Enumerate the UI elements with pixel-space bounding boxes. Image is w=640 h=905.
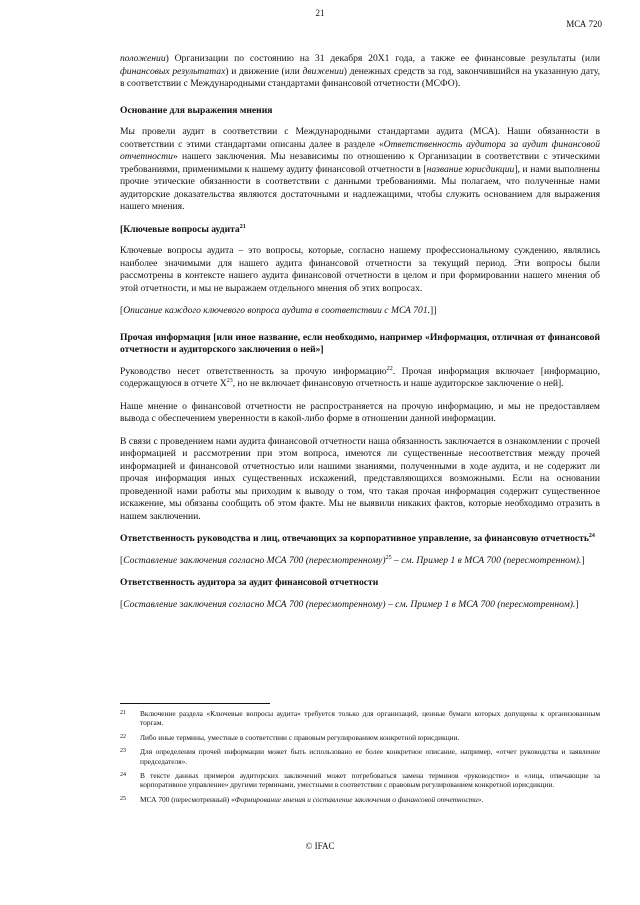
footnote-item bbox=[120, 747, 600, 766]
footnote-ref-23: 23 bbox=[226, 377, 233, 384]
footnote-text: В тексте данных примеров аудиторских заключений может потребоваться замена терминов «руководство» и «лица, отвечающие за корпоративное управление» другими терминами, уместными в соответствии с правовым регулированием конкретной юрисдикции. bbox=[140, 771, 600, 790]
other-info-heading: Прочая информация [или иное название, если необходимо, например «Информация, отличная от финансовой отчетности и аудиторского заключения о ней»] bbox=[120, 331, 600, 355]
footnote-text: Включение раздела «Ключевые вопросы аудита» требуется только для организаций, ценные бумаги которых допущены к организованным торгам. bbox=[140, 709, 600, 728]
basis-text-2: » нашего заключения. Мы независимы по отношению к Организации в соответствии с этическими требованиями, применимыми к нашему аудиту финансовой отчетности в [ bbox=[120, 151, 600, 175]
kam-paragraph: Ключевые вопросы аудита – это вопросы, которые, согласно нашему профессиональному суждению, являлись наиболее значимыми для нашего аудита финансовой отчетности за текущий период. Эти вопросы были рассмотрены в контексте нашего аудита финансовой отчетности в целом и при формировании нашего мнения об этой отчетности, и мы не выражаем отдельного мнения об этих вопросах. bbox=[120, 245, 600, 294]
footnote-item bbox=[120, 795, 600, 804]
mgmt-heading-text: Ответственность руководства и лиц, отвечающих за корпоративное управление, за финансовую отчетность bbox=[120, 533, 589, 544]
intro-text-1: ) Организации по состоянию на 31 декабря 20Х1 года, а также ее финансовые результаты (или bbox=[165, 53, 600, 64]
other-info-paragraph-2: Наше мнение о финансовой отчетности не распространяется на прочую информацию, и мы не предоставляем вывода с обеспечением уверенности в какой-либо форме в отношении данной информации. bbox=[120, 400, 600, 424]
auditor-responsibility-text bbox=[120, 599, 600, 612]
footnote-item bbox=[120, 771, 600, 790]
footnote-divider bbox=[120, 703, 270, 704]
footnote-ref-25: 25 bbox=[385, 554, 392, 561]
fn25-text-1: МСА 700 (пересмотренный) « bbox=[140, 794, 235, 804]
footnote-item bbox=[120, 733, 600, 742]
intro-text-2: ) и движение (или bbox=[225, 65, 303, 77]
intro-italic-2: финансовых результатах bbox=[120, 65, 226, 77]
mgmt-open: [ bbox=[120, 554, 124, 566]
copyright-footer: © IFAC bbox=[305, 841, 335, 851]
other-info-paragraph-1 bbox=[120, 366, 600, 391]
footnote-text: Для определения прочей информации может быть использовано ее более конкретное описание, например, «отчет руководства и заявление председателя». bbox=[140, 747, 600, 766]
fn25-text-2: ». bbox=[477, 794, 484, 804]
footnote-text: Либо иные термины, уместные в соответствии с правовым регулированием конкретной юрисдикции. bbox=[140, 732, 460, 742]
footnote-number: 23 bbox=[120, 748, 126, 755]
mgmt-close: ] bbox=[581, 554, 585, 566]
oi-text-2: . Прочая информация включает [информацию, содержащуюся в отчете X bbox=[120, 365, 600, 389]
kam-desc-open: [ bbox=[120, 305, 124, 316]
fn25-italic: Формирование мнения и составление заключения о финансовой отчетности bbox=[234, 794, 478, 804]
basis-heading: Основание для выражения мнения bbox=[120, 104, 273, 116]
kam-desc-italic: Описание каждого ключевого вопроса аудита в соответствии с МСА 701. bbox=[123, 305, 431, 316]
footnote-text bbox=[140, 795, 600, 804]
intro-italic-3: движении bbox=[302, 65, 344, 77]
footnote-item bbox=[120, 709, 600, 728]
footnote-ref-22: 22 bbox=[386, 365, 393, 372]
aud-close: ] bbox=[575, 598, 579, 610]
basis-text-1: Мы провели аудит в соответствии с Международными стандартами аудита (МСА). Наши обязанности в соответствии с этими стандартами описаны далее в разделе « bbox=[120, 126, 600, 150]
oi-text-3: , но не включает финансовую отчетность и наше аудиторское заключение о ней]. bbox=[232, 378, 564, 389]
aud-italic: Составление заключения согласно МСА 700 (пересмотренному) – см. Пример 1 в МСА 700 (пересмотренном). bbox=[123, 598, 576, 610]
basis-italic-1: Ответственность аудитора за аудит финансовой отчетности bbox=[120, 138, 600, 162]
oi-text-1: Руководство несет ответственность за прочую информацию bbox=[120, 365, 387, 377]
footnote-number: 22 bbox=[120, 733, 126, 740]
management-responsibility-text bbox=[120, 555, 600, 568]
standard-reference: МСА 720 bbox=[566, 19, 602, 29]
footnote-number: 24 bbox=[120, 772, 126, 779]
basis-paragraph bbox=[120, 126, 600, 214]
kam-description bbox=[120, 305, 600, 318]
intro-italic-1: положении bbox=[120, 53, 166, 64]
intro-paragraph bbox=[120, 53, 600, 91]
basis-text-3: ], и нами выполнены прочие этические обязанности в соответствии с данными требованиями. Мы полагаем, что полученные нами аудиторские доказательства являются достаточными и надлежащими, чтобы служить основанием для выражения нашего мнения. bbox=[120, 163, 601, 212]
footnote-ref-21: 21 bbox=[239, 223, 246, 230]
kam-heading-text: [Ключевые вопросы аудита bbox=[120, 223, 240, 235]
footnote-number: 21 bbox=[120, 710, 126, 716]
main-content bbox=[120, 53, 600, 621]
page-number: 21 bbox=[315, 8, 325, 18]
footnote-ref-24: 24 bbox=[588, 532, 595, 539]
basis-italic-2: название юрисдикции bbox=[426, 163, 515, 175]
other-info-paragraph-3: В связи с проведением нами аудита финансовой отчетности наша обязанность заключается в ознакомлении с прочей информацией и рассмотрении при этом вопроса, имеются ли существенные несоответствия между прочей информацией и финансовой отчетностью или нашими знаниями, полученными в ходе аудита, и не содержит ли прочая информация иных существенных искажений, представляющихся возможными. Если на основании проведенной нами работы мы приходим к выводу о том, что такая прочая информация содержит существенное искажение, мы обязаны сообщить об этом факте. Мы не выявили никаких фактов, которые необходимо отразить в нашем заключении. bbox=[120, 435, 600, 522]
management-responsibility-heading bbox=[120, 533, 600, 546]
auditor-responsibility-heading: Ответственность аудитора за аудит финансовой отчетности bbox=[120, 577, 379, 588]
mgmt-italic-2: – см. Пример 1 в МСА 700 (пересмотренном). bbox=[391, 554, 582, 566]
mgmt-italic-1: Составление заключения согласно МСА 700 (пересмотренному) bbox=[123, 554, 386, 566]
intro-text-3: ) денежных средств за год, закончившийся на указанную дату, в соответствии с Международными стандартами финансовой отчетности (МСФО). bbox=[120, 65, 601, 89]
kam-heading bbox=[120, 224, 600, 237]
kam-desc-close: ]] bbox=[430, 305, 437, 316]
footnotes bbox=[120, 703, 600, 809]
footnote-number: 25 bbox=[120, 795, 126, 802]
aud-open: [ bbox=[120, 598, 124, 610]
